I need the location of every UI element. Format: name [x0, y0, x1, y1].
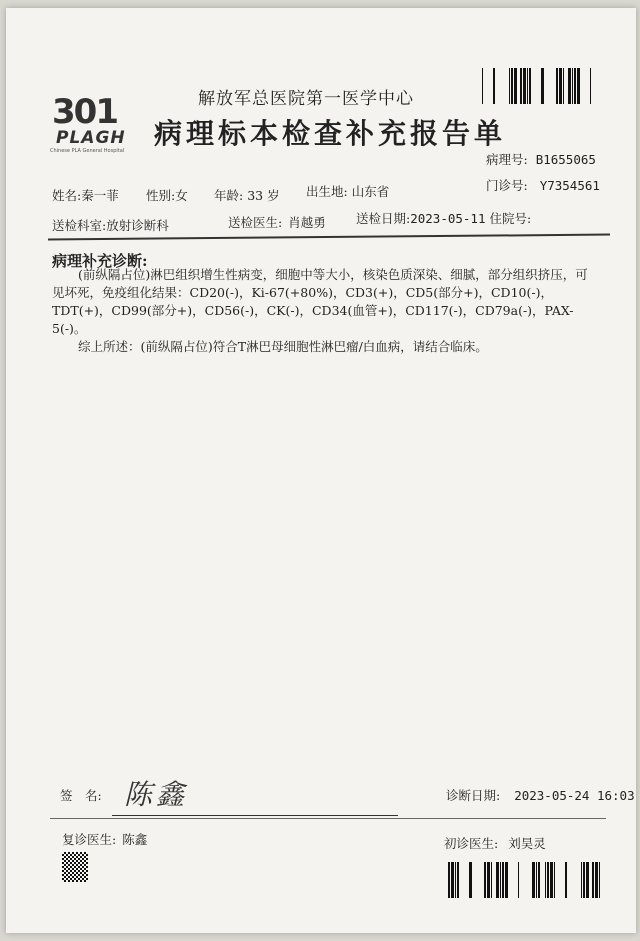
- review-doctor: [62, 830, 147, 848]
- initial-doctor-value: 刘昊灵: [508, 836, 546, 851]
- patient-name: [52, 186, 119, 204]
- patient-age-label: 年龄:: [214, 188, 244, 203]
- patient-sex-label: 性别:: [146, 188, 176, 203]
- diagnosis-paragraph-1: (前纵隔占位)淋巴组织增生性病变，细胞中等大小，核染色质深染、细腻，部分组织挤压，可见坏死，免疫组化结果：CD20(-)，Ki-67(+80%)，CD3(+)，CD5(部分+)，CD10(-)，TDT(+)，CD99(部分+)，CD56(-)，CK(-)，CD34(血管+)，CD117(-)，CD79a(-)，PAX-5(-)。: [52, 267, 588, 336]
- submission-date-label: 送检日期:: [356, 211, 411, 226]
- patient-birthplace-label: 出生地:: [306, 184, 348, 199]
- pathology-number-value: B1655065: [535, 152, 596, 167]
- outpatient-number: [486, 176, 600, 194]
- pathology-number: [486, 150, 596, 168]
- patient-sex-value: 女: [175, 188, 188, 203]
- report-title: 病理标本检查补充报告单: [154, 117, 507, 150]
- barcode-top: [482, 68, 604, 104]
- hospital-logo: [44, 90, 134, 160]
- diagnosis-date-value: 2023-05-24 16:03: [514, 788, 635, 803]
- review-doctor-label: 复诊医生:: [62, 832, 117, 847]
- patient-age-value: 33 岁: [247, 188, 280, 203]
- initial-doctor-label: 初诊医生:: [444, 836, 499, 851]
- submission-doctor-value: 肖越勇: [288, 215, 326, 230]
- submission-date-value: 2023-05-11: [410, 211, 486, 226]
- diagnosis-date: [446, 786, 635, 804]
- submission-dept: [52, 216, 169, 234]
- logo-number: 301: [52, 92, 117, 132]
- footer-divider: [50, 818, 606, 819]
- patient-name-label: 姓名:: [52, 188, 82, 203]
- patient-age: [214, 186, 280, 204]
- diagnosis-date-label: 诊断日期:: [446, 788, 501, 803]
- handwritten-signature: 陈鑫: [124, 778, 189, 811]
- outpatient-number-label: 门诊号:: [486, 178, 528, 193]
- initial-doctor: [444, 834, 546, 852]
- outpatient-number-value: Y7354561: [539, 178, 600, 193]
- submission-dept-value: 放射诊断科: [106, 218, 169, 233]
- review-doctor-value: 陈鑫: [122, 832, 148, 847]
- inpatient-number-label: 住院号:: [489, 211, 532, 226]
- logo-subtitle: Chinese PLA General Hospital: [50, 148, 125, 154]
- patient-sex: [146, 186, 188, 204]
- signature-line: [112, 815, 398, 816]
- signature-label: 签 名:: [60, 788, 102, 803]
- diagnosis-section-title: 病理补充诊断:: [52, 252, 148, 270]
- submission-dept-label: 送检科室:: [52, 218, 107, 233]
- submission-doctor: [228, 213, 326, 231]
- qr-code: [62, 852, 88, 882]
- diagnosis-body: [52, 266, 600, 356]
- pathology-number-label: 病理号:: [486, 152, 528, 167]
- submission-date: [356, 209, 531, 227]
- diagnosis-paragraph-2: 综上所述：(前纵隔占位)符合T淋巴母细胞性淋巴瘤/白血病，请结合临床。: [78, 339, 488, 354]
- logo-text: PLAGH: [56, 128, 126, 148]
- submission-doctor-label: 送检医生:: [228, 215, 283, 230]
- patient-birthplace-value: 山东省: [351, 184, 390, 199]
- patient-name-value: 秦一菲: [81, 188, 119, 203]
- hospital-name: 解放军总医院第一医学中心: [198, 89, 414, 109]
- barcode-bottom: [446, 862, 602, 898]
- patient-birthplace: [306, 182, 389, 200]
